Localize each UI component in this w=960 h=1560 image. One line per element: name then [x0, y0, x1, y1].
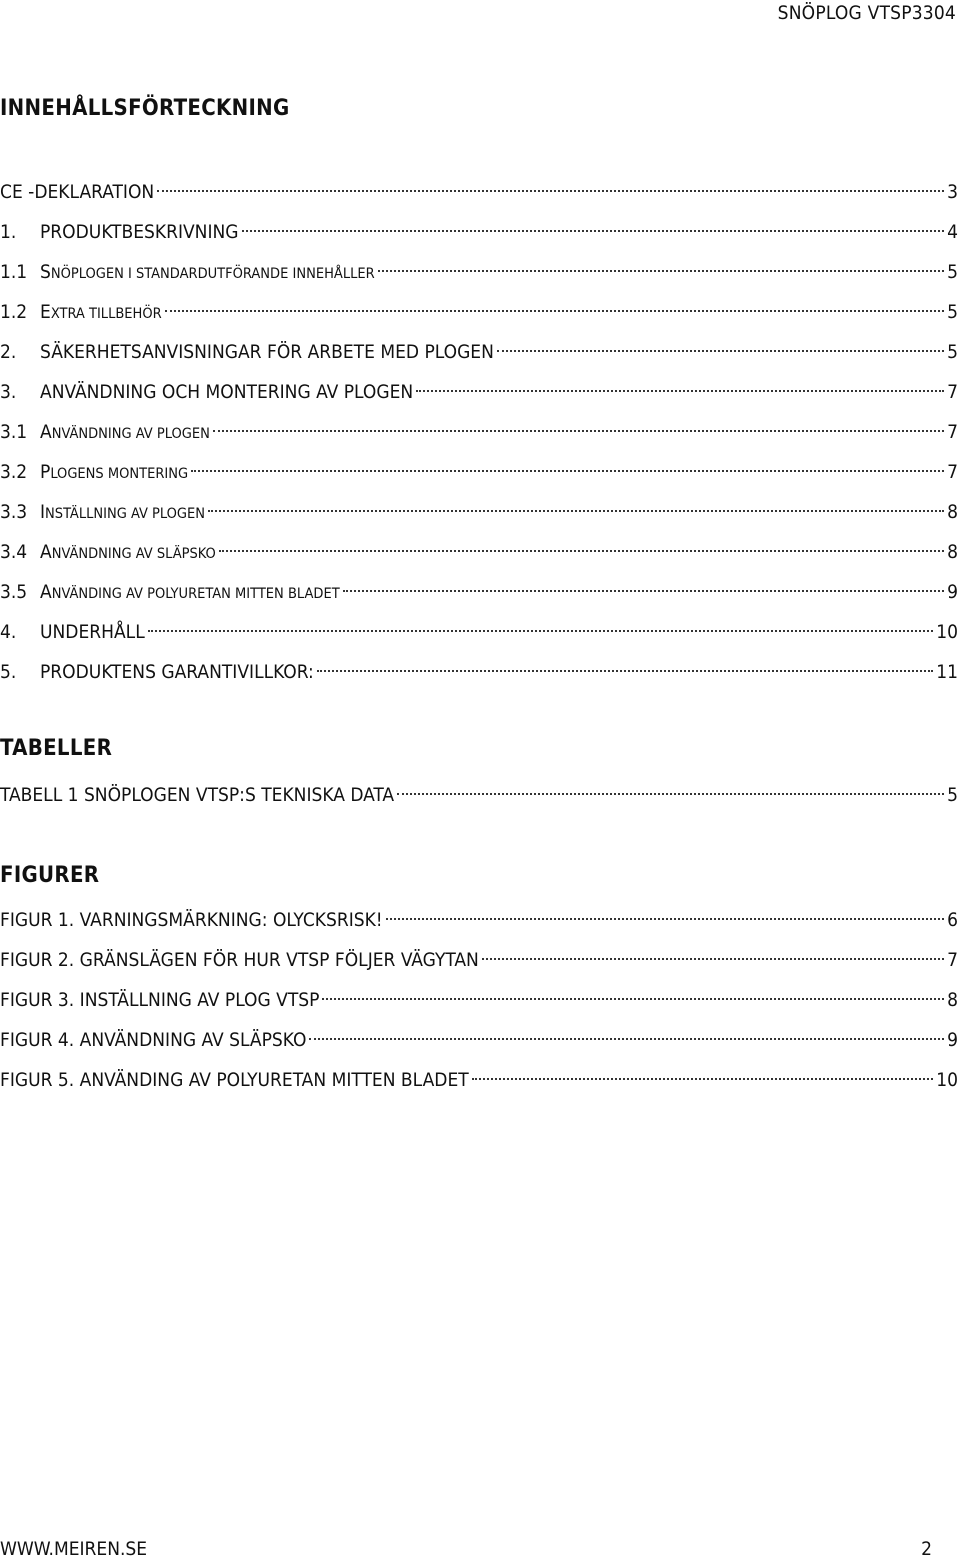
figure-entry-title: FIGUR 2. GRÄNSLÄGEN FÖR HUR VTSP FÖLJER VÄGYTAN: [0, 949, 479, 971]
toc-entry[interactable]: [0, 652, 958, 692]
toc-entry[interactable]: [0, 372, 958, 412]
dot-leader: [317, 670, 933, 672]
dot-leader: [165, 310, 944, 312]
toc-entry-title-rest: LOGENS MONTERING: [50, 466, 189, 482]
dot-leader: [482, 958, 944, 960]
toc-entry-page: 5: [947, 261, 958, 283]
toc-entry-title-rest: NSTÄLLNING AV PLOGEN: [45, 506, 206, 522]
table-entry[interactable]: [0, 775, 958, 815]
figure-entry[interactable]: [0, 900, 958, 940]
dot-leader: [378, 270, 944, 272]
dot-leader: [343, 590, 944, 592]
toc-entry-page: 5: [947, 301, 958, 323]
figure-entry-title: FIGUR 4. ANVÄNDNING AV SLÄPSKO: [0, 1029, 307, 1051]
figure-entry-page: 8: [947, 989, 958, 1011]
toc-entry-title: [40, 252, 375, 294]
toc-entry-page: 11: [936, 661, 958, 683]
toc-entry-number: 3.1: [0, 421, 28, 443]
toc-entry-number: 3.5: [0, 581, 28, 603]
dot-leader: [497, 350, 944, 352]
toc-entry-title-rest: NVÄNDNING AV PLOGEN: [51, 426, 210, 442]
figure-entry-page: 9: [947, 1029, 958, 1051]
toc-entry[interactable]: [0, 292, 958, 332]
figures-list: [0, 900, 958, 1100]
toc-entry-title-rest: NVÄNDING AV POLYURETAN MITTEN BLADET: [51, 586, 340, 602]
dot-leader: [191, 470, 944, 472]
toc-entry[interactable]: [0, 412, 958, 452]
toc-entry-number: 3.: [0, 381, 17, 403]
dot-leader: [157, 190, 944, 192]
tables-list: [0, 775, 958, 815]
toc-entry[interactable]: [0, 252, 958, 292]
toc-entry-number: 3.2: [0, 461, 28, 483]
toc-entry-title: PRODUKTENS GARANTIVILLKOR:: [40, 661, 314, 683]
toc-entry-number: 1.1: [0, 261, 28, 283]
toc-entry-page: 5: [947, 341, 958, 363]
toc-entry-title: [40, 452, 188, 494]
dot-leader: [148, 630, 934, 632]
toc-entry-number: 1.2: [0, 301, 28, 323]
toc-entry-page: 9: [947, 581, 958, 603]
dot-leader: [213, 430, 944, 432]
toc-entry-title: UNDERHÅLL: [40, 621, 145, 643]
table-entry-title: TABELL 1 SNÖPLOGEN VTSP:S TEKNISKA DATA: [0, 784, 395, 806]
toc-entry-title-initial: A: [40, 421, 52, 443]
toc-entry-page: 4: [947, 221, 958, 243]
figure-entry-title: FIGUR 1. VARNINGSMÄRKNING: OLYCKSRISK!: [0, 909, 383, 931]
dot-leader: [386, 918, 944, 920]
toc-entry-title: CE -DEKLARATION: [0, 181, 155, 203]
toc-entry-title-initial: A: [40, 581, 52, 603]
toc-entry-title-initial: A: [40, 541, 52, 563]
toc-entry-title: ANVÄNDNING OCH MONTERING AV PLOGEN: [40, 381, 414, 403]
toc-entry-number: 3.3: [0, 501, 28, 523]
toc-entry[interactable]: [0, 572, 958, 612]
figure-entry[interactable]: [0, 980, 958, 1020]
toc-entry[interactable]: [0, 612, 958, 652]
dot-leader: [242, 230, 945, 232]
toc-entry-page: 7: [947, 461, 958, 483]
toc-entry-title-initial: I: [40, 501, 46, 523]
toc-entry-number: 3.4: [0, 541, 28, 563]
toc-entry-title: SÄKERHETSANVISNINGAR FÖR ARBETE MED PLOGEN: [40, 341, 494, 363]
toc-entry-number: 4.: [0, 621, 17, 643]
toc-entry-number: 1.: [0, 221, 17, 243]
toc-entry[interactable]: [0, 452, 958, 492]
figure-entry-page: 6: [947, 909, 958, 931]
toc-entry-title: [40, 492, 205, 534]
figure-entry-page: 7: [947, 949, 958, 971]
figure-entry[interactable]: [0, 1020, 958, 1060]
toc-entry-title: [40, 292, 162, 334]
toc-entry-title-initial: S: [40, 261, 51, 283]
figure-entry[interactable]: [0, 1060, 958, 1100]
dot-leader: [322, 998, 944, 1000]
toc-entry-number: 5.: [0, 661, 17, 683]
toc-entry-title-initial: P: [40, 461, 51, 483]
toc-entry-page: 7: [947, 421, 958, 443]
table-entry-page: 5: [947, 784, 958, 806]
figure-entry[interactable]: [0, 940, 958, 980]
toc-heading: INNEHÅLLSFÖRTECKNING: [0, 96, 290, 121]
dot-leader: [472, 1078, 934, 1080]
figure-entry-title: FIGUR 5. ANVÄNDING AV POLYURETAN MITTEN BLADET: [0, 1069, 469, 1091]
toc-entry-title-rest: XTRA TILLBEHÖR: [50, 306, 162, 322]
toc-entry[interactable]: [0, 212, 958, 252]
toc-entry-page: 10: [936, 621, 958, 643]
tables-heading: TABELLER: [0, 736, 113, 761]
toc-entry-title: [40, 572, 340, 614]
toc-entry[interactable]: [0, 492, 958, 532]
toc-entry-page: 8: [947, 541, 958, 563]
toc-entry-title-initial: E: [40, 301, 51, 323]
dot-leader: [208, 510, 944, 512]
dot-leader: [416, 390, 944, 392]
footer-website: WWW.MEIREN.SE: [0, 1538, 148, 1560]
figure-entry-page: 10: [936, 1069, 958, 1091]
dot-leader: [397, 793, 944, 795]
toc-entry-title: PRODUKTBESKRIVNING: [40, 221, 239, 243]
toc-entry[interactable]: [0, 532, 958, 572]
toc-entry-title: [40, 532, 216, 574]
toc-entry-title-rest: NVÄNDNING AV SLÄPSKO: [51, 546, 216, 562]
footer-page-number: 2: [921, 1538, 932, 1560]
figures-heading: FIGURER: [0, 863, 100, 888]
toc-entry-title-rest: NÖPLOGEN I STANDARDUTFÖRANDE INNEHÅLLER: [50, 266, 375, 282]
figure-entry-title: FIGUR 3. INSTÄLLNING AV PLOG VTSP: [0, 989, 320, 1011]
toc-entry[interactable]: [0, 332, 958, 372]
document-header-title: SNÖPLOG VTSP3304: [777, 2, 956, 24]
toc-list: [0, 172, 958, 692]
toc-entry-title: [40, 412, 210, 454]
toc-entry[interactable]: [0, 172, 958, 212]
toc-entry-page: 7: [947, 381, 958, 403]
dot-leader: [309, 1038, 944, 1040]
toc-entry-number: 2.: [0, 341, 17, 363]
dot-leader: [219, 550, 944, 552]
toc-entry-page: 8: [947, 501, 958, 523]
toc-entry-page: 3: [947, 181, 958, 203]
